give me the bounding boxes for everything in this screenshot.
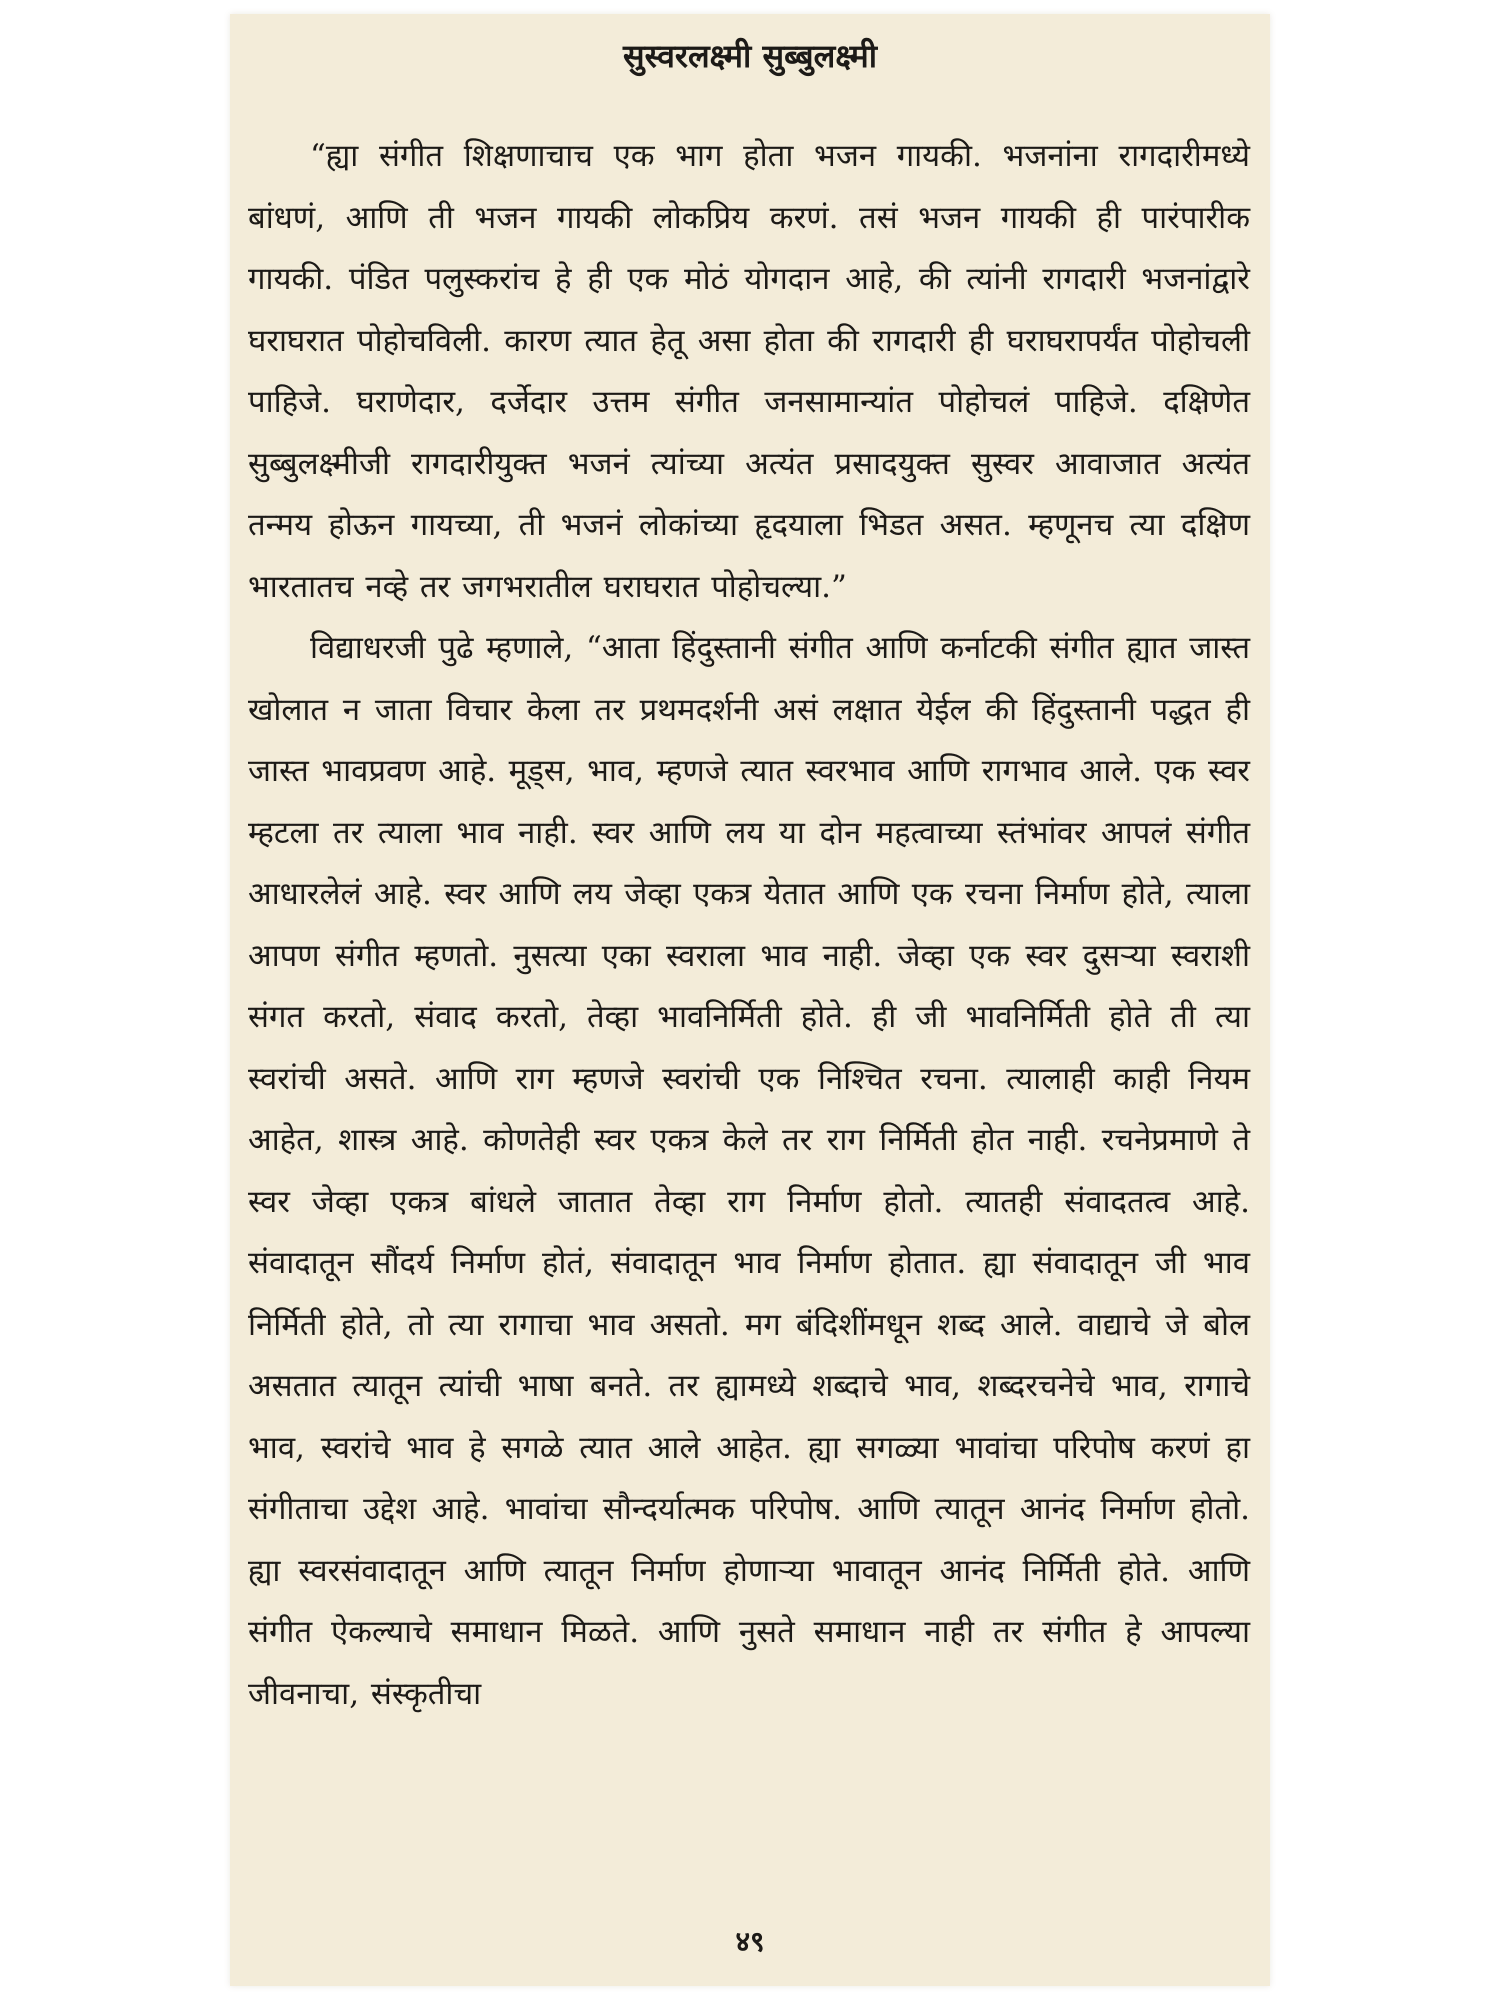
- book-page: [230, 14, 1270, 1986]
- paragraph-2: विद्याधरजी पुढे म्हणाले, “आता हिंदुस्तानी संगीत आणि कर्नाटकी संगीत ह्यात जास्त खोलात न जाता विचार केला तर प्रथमदर्शनी असं लक्षात येईल की हिंदुस्तानी पद्धत ही जास्त भावप्रवण आहे. मूड्स, भाव, म्हणजे त्यात स्वरभाव आणि रागभाव आले. एक स्वर म्हटला तर त्याला भाव नाही. स्वर आणि लय या दोन महत्वाच्या स्तंभांवर आपलं संगीत आधारलेलं आहे. स्वर आणि लय जेव्हा एकत्र येतात आणि एक रचना निर्माण होते, त्याला आपण संगीत म्हणतो. नुसत्या एका स्वराला भाव नाही. जेव्हा एक स्वर दुसऱ्या स्वराशी संगत करतो, संवाद करतो, तेव्हा भावनिर्मिती होते. ही जी भावनिर्मिती होते ती त्या स्वरांची असते. आणि राग म्हणजे स्वरांची एक निश्चित रचना. त्यालाही काही नियम आहेत, शास्त्र आहे. कोणतेही स्वर एकत्र केले तर राग निर्मिती होत नाही. रचनेप्रमाणे ते स्वर जेव्हा एकत्र बांधले जातात तेव्हा राग निर्माण होतो. त्यातही संवादतत्व आहे. संवादातून सौंदर्य निर्माण होतं, संवादातून भाव निर्माण होतात. ह्या संवादातून जी भाव निर्मिती होते, तो त्या रागाचा भाव असतो. मग बंदिशींमधून शब्द आले. वाद्याचे जे बोल असतात त्यातून त्यांची भाषा बनते. तर ह्यामध्ये शब्दाचे भाव, शब्दरचनेचे भाव, रागाचे भाव, स्वरांचे भाव हे सगळे त्यात आले आहेत. ह्या सगळ्या भावांचा परिपोष करणं हा संगीताचा उद्देश आहे. भावांचा सौन्दर्यात्मक परिपोष. आणि त्यातून आनंद निर्माण होतो. ह्या स्वरसंवादातून आणि त्यातून निर्माण होणाऱ्या भावातून आनंद निर्मिती होते. आणि संगीत ऐकल्याचे समाधान मिळते. आणि नुसते समाधान नाही तर संगीत हे आपल्या जीवनाचा, संस्कृतीचा: [248, 630, 1250, 1712]
- running-head: सुस्वरलक्ष्मी सुब्बुलक्ष्मी: [623, 37, 877, 75]
- page-number: ४९: [735, 1925, 765, 1958]
- paragraph-1: “ह्या संगीत शिक्षणाचाच एक भाग होता भजन गायकी. भजनांना रागदारीमध्ये बांधणं, आणि ती भजन गायकी लोकप्रिय करणं. तसं भजन गायकी ही पारंपारीक गायकी. पंडित पलुस्करांच हे ही एक मोठं योगदान आहे, की त्यांनी रागदारी भजनांद्वारे घराघरात पोहोचविली. कारण त्यात हेतू असा होता की रागदारी ही घराघरापर्यंत पोहोचली पाहिजे. घराणेदार, दर्जेदार उत्तम संगीत जनसामान्यांत पोहोचलं पाहिजे. दक्षिणेत सुब्बुलक्ष्मीजी रागदारीयुक्त भजनं त्यांच्या अत्यंत प्रसादयुक्त सुस्वर आवाजात अत्यंत तन्मय होऊन गायच्या, ती भजनं लोकांच्या हृदयाला भिडत असत. म्हणूनच त्या दक्षिण भारतातच नव्हे तर जगभरातील घराघरात पोहोचल्या.”: [248, 138, 1250, 605]
- page-body: [248, 126, 1250, 1725]
